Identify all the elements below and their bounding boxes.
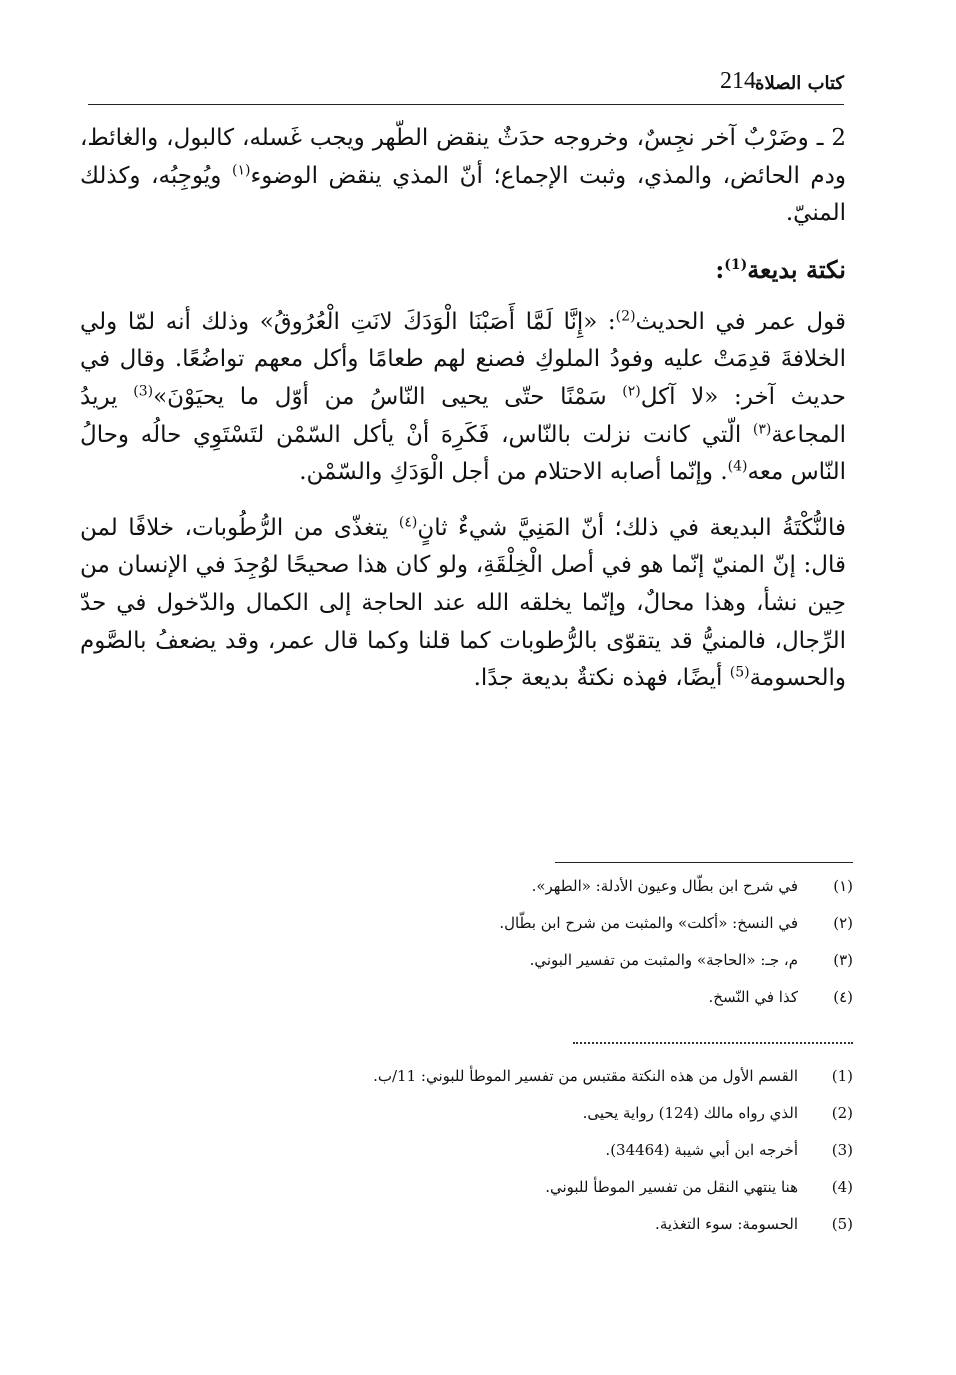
footnote-ref: (2): [615, 308, 636, 325]
footnote-ref: (5): [729, 664, 750, 681]
dotted-separator: [573, 1042, 853, 1044]
footnote-ref: (3): [133, 383, 154, 400]
section-heading: نكتة بديعة$^{(1)}$:: [715, 254, 846, 284]
footnote-ref: (1): [724, 256, 748, 273]
footnote: (5) الحسومة: سوء التغذية.: [655, 1215, 853, 1233]
footnote: (1) القسم الأول من هذه النكتة مقتبس من تفسير الموطأ للبوني: 11/ب.: [373, 1067, 853, 1085]
main-text: [80, 120, 846, 716]
footnote-separator: [555, 862, 853, 863]
paragraph-2: قول عمر في الحديث$^{(2)}$: «إِنَّا لَمَّا أَصَبْنَا الْوَدَكَ لانَتِ الْعُرُوقُ» وذلك أنه لمّا ولي الخلافةَ قدِمَتْ عليه وفودُ الملوكِ فصنع لهم طعامًا وأكل معهم تواضُعًا. وقال في حديث آخر: «لا آكل$^{(٢)}$ سَمْنًا حتّى يحيى النّاسُ من أوّل ما يحيَوْنَ»$^{(3)}$ يريدُ المجاعة$^{(٣)}$ الّتي كانت نزلت بالنّاس، فَكَرِهَ أنْ يأكل السّمْن لتَسْتَوِي حالُه وحالُ النّاس معه$^{(4)}$. وإنّما أصابه الاحتلام من أجل الْوَدَكِ والسّمْن.: [80, 308, 846, 486]
footnote: (4) هنا ينتهي النقل من تفسير الموطأ للبوني.: [545, 1178, 853, 1196]
paragraph-1: 2 ـ وضَرْبٌ آخر نجِسٌ، وخروجه حدَثٌ ينقض الطّهر ويجب غَسله، كالبول، والغائط، ودم الحائض، والمذي، وثبت الإجماع؛ أنّ المذي ينقض الوضوء$^{(١)}$ ويُوجِبُه، وكذلك المنيّ.: [80, 125, 846, 227]
footnote: (٤) كذا في النّسخ.: [708, 988, 853, 1006]
page-number: 214: [720, 68, 756, 94]
footnote: (١) في شرح ابن بطّال وعيون الأدلة: «الطهر».: [531, 877, 853, 895]
footnote: (3) أخرجه ابن أبي شيبة (34464).: [605, 1141, 853, 1159]
footnote-ref: (٤): [398, 514, 418, 531]
footnote-ref: (٢): [622, 383, 641, 400]
footnotes-source: [80, 1066, 853, 1251]
footnote-ref: (٣): [752, 420, 772, 437]
footnotes-editor: [80, 876, 853, 1024]
running-title: كتاب الصلاة: [755, 73, 844, 94]
footnote: (2) الذي رواه مالك (124) رواية يحيى.: [582, 1104, 853, 1122]
footnote-ref: (١): [231, 161, 251, 178]
footnote: (٢) في النسخ: «أكلت» والمثبت من شرح ابن بطّال.: [499, 914, 853, 932]
footnote-ref: (4): [727, 458, 748, 475]
paragraph-3: فالنُّكْتَةُ البديعة في ذلك؛ أنّ المَنِيَّ شيءٌ ثانٍ$^{(٤)}$ يتغذّى من الرُّطُوبات، خلافًا لمن قال: إنّ المنيّ إنّما هو في أصل الْخِلْقَةِ، ولو كان هذا صحيحًا لوُجِدَ في الإنسان من حِين نشأ، وهذا محالٌ، وإنّما يخلقه الله عند الحاجة إلى الكمال والدّخول في حدّ الرِّجال، فالمنيُّ قد يتقوّى بالرُّطوبات كما قلنا وكما قال عمر، وقد يضعفُ بالصَّوم والحسومة$^{(5)}$ أيضًا، فهذه نكتةٌ بديعة جدًا.: [80, 514, 846, 692]
footnote: (٣) م، جـ: «الحاجة» والمثبت من تفسير البوني.: [529, 951, 853, 969]
